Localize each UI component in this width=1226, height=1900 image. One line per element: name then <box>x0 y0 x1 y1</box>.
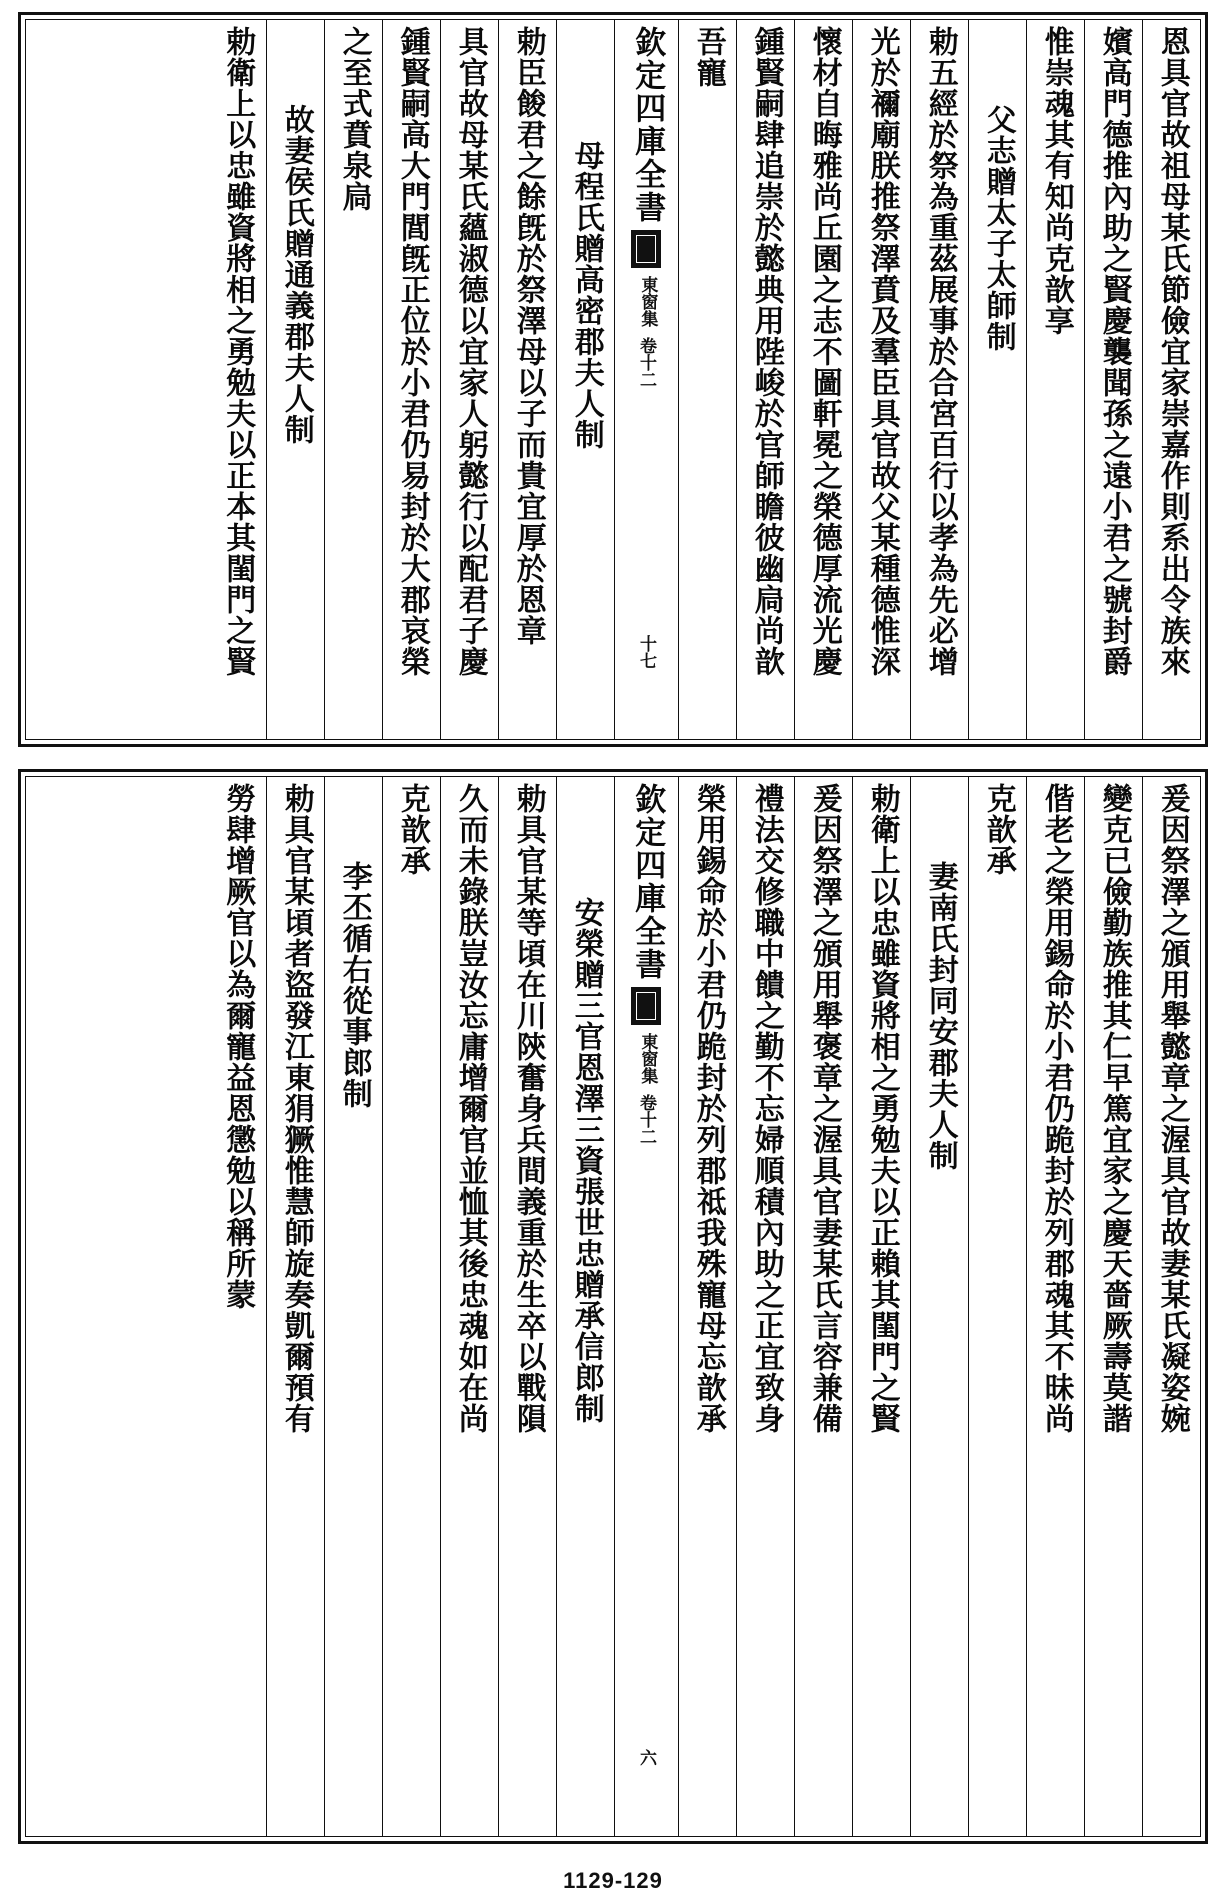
text-column <box>852 20 910 739</box>
column-text: 惟崇魂其有知尚克歆享 <box>1038 26 1074 336</box>
collection-label: 東窗集 <box>637 276 658 327</box>
column-text: 爰因祭澤之頒用舉褒章之渥具官妻某氏言容兼備 <box>806 783 842 1434</box>
text-column <box>382 777 440 1836</box>
page-block-top <box>18 12 1208 747</box>
text-column <box>498 20 556 739</box>
column-text: 李丕循右從事郎制 <box>336 861 372 1109</box>
column-text: 爰因祭澤之頒用舉懿章之渥具官故妻某氏凝姿婉 <box>1154 783 1190 1434</box>
column-text: 懷材自晦雅尚丘園之志不圖軒冕之榮德厚流光慶 <box>806 26 842 677</box>
page-block-bottom <box>18 769 1208 1844</box>
volume-label: 卷十二 <box>635 1094 656 1145</box>
text-column-heading <box>968 20 1026 739</box>
text-column <box>440 777 498 1836</box>
column-text: 安榮贈三官恩澤三資張世忠贈承信郎制 <box>568 897 604 1424</box>
text-column <box>498 777 556 1836</box>
volume-label: 卷十二 <box>635 337 656 388</box>
text-column-heading <box>910 777 968 1836</box>
text-columns-bottom <box>26 777 1200 1836</box>
column-text: 妻南氏封同安郡夫人制 <box>922 861 958 1171</box>
text-column <box>678 20 736 739</box>
text-column-heading <box>266 20 324 739</box>
text-column <box>852 777 910 1836</box>
seal-icon <box>631 987 661 1025</box>
folio-number: 六 <box>636 1749 656 1766</box>
column-text: 鍾賢嗣肆追崇於懿典用陛峻於官師瞻彼幽扃尚歆 <box>748 26 784 677</box>
column-text: 故妻侯氏贈通義郡夫人制 <box>278 104 314 445</box>
text-column-heading <box>324 777 382 1836</box>
text-column <box>208 20 266 739</box>
text-column <box>1026 777 1084 1836</box>
text-column <box>1084 20 1142 739</box>
column-text: 勅具官某頃者盜發江東狷獗惟慧師旋奏凱爾預有 <box>278 783 314 1434</box>
text-column <box>1142 20 1200 739</box>
text-column <box>208 777 266 1836</box>
seal-icon <box>631 230 661 268</box>
column-text: 勞肆增厥官以為爾寵益恩懲勉以稱所蒙 <box>220 783 256 1310</box>
column-text: 偕老之榮用錫命於小君仍跪封於列郡魂其不昧尚 <box>1038 783 1074 1434</box>
text-column <box>1026 20 1084 739</box>
column-text: 變克已儉勤族推其仁早篤宜家之慶天嗇厥壽莫諧 <box>1096 783 1132 1434</box>
text-column <box>1084 777 1142 1836</box>
text-column <box>678 777 736 1836</box>
text-column <box>736 20 794 739</box>
text-column <box>382 20 440 739</box>
column-text: 勅衛上以忠雖資將相之勇勉夫以正賴其閨門之賢 <box>864 783 900 1434</box>
text-column <box>1142 777 1200 1836</box>
column-text: 久而未錄朕豈汝忘庸增爾官並恤其後忠魂如在尚 <box>452 783 488 1434</box>
masthead-column <box>614 777 678 1836</box>
masthead-title: 欽定四庫全書 <box>629 26 666 224</box>
folio-number: 十七 <box>636 635 656 669</box>
text-column <box>910 20 968 739</box>
column-text: 榮用錫命於小君仍跪封於列郡祗我殊寵母忘歆承 <box>690 783 726 1434</box>
column-text: 父志贈太子太師制 <box>980 104 1016 352</box>
text-column <box>440 20 498 739</box>
column-text: 鍾賢嗣高大門閭旣正位於小君仍易封於大郡哀榮 <box>394 26 430 677</box>
masthead <box>629 783 666 1836</box>
column-text: 之至式賁泉扃 <box>336 26 372 212</box>
column-text: 嬪高門德推內助之賢慶襲聞孫之遠小君之號封爵 <box>1096 26 1132 677</box>
column-text: 具官故母某氏蘊淑德以宜家人躬懿行以配君子慶 <box>452 26 488 677</box>
column-text: 勅臣餕君之餘旣於祭澤母以子而貴宜厚於恩章 <box>510 26 546 646</box>
column-text: 禮法交修職中饋之勤不忘婦順積內助之正宜致身 <box>748 783 784 1434</box>
text-column <box>794 20 852 739</box>
masthead-column <box>614 20 678 739</box>
column-text: 勅具官某等頃在川陝奮身兵間義重於生卒以戰隕 <box>510 783 546 1434</box>
masthead <box>629 26 666 739</box>
text-column <box>968 777 1026 1836</box>
text-column-heading <box>556 20 614 739</box>
text-columns-top <box>26 20 1200 739</box>
page-block-bottom-inner <box>25 776 1201 1837</box>
text-column <box>266 777 324 1836</box>
text-column <box>794 777 852 1836</box>
column-text: 勅五經於祭為重茲展事於合宮百行以孝為先必增 <box>922 26 958 677</box>
page-block-top-inner <box>25 19 1201 740</box>
page-footer-number: 1129-129 <box>563 1868 663 1893</box>
column-text: 克歆承 <box>394 783 430 876</box>
masthead-title: 欽定四庫全書 <box>629 783 666 981</box>
collection-label: 東窗集 <box>637 1033 658 1084</box>
text-column <box>324 20 382 739</box>
text-column <box>736 777 794 1836</box>
column-text: 母程氏贈高密郡夫人制 <box>568 140 604 450</box>
column-text: 勅衛上以忠雖資將相之勇勉夫以正本其閨門之賢 <box>220 26 256 677</box>
column-text: 吾寵 <box>690 26 726 88</box>
column-text: 光於禰廟朕推祭澤賁及羣臣具官故父某種德惟深 <box>864 26 900 677</box>
text-column-heading <box>556 777 614 1836</box>
column-text: 克歆承 <box>980 783 1016 876</box>
column-text: 恩具官故祖母某氏節儉宜家崇嘉作則系出令族來 <box>1154 26 1190 677</box>
